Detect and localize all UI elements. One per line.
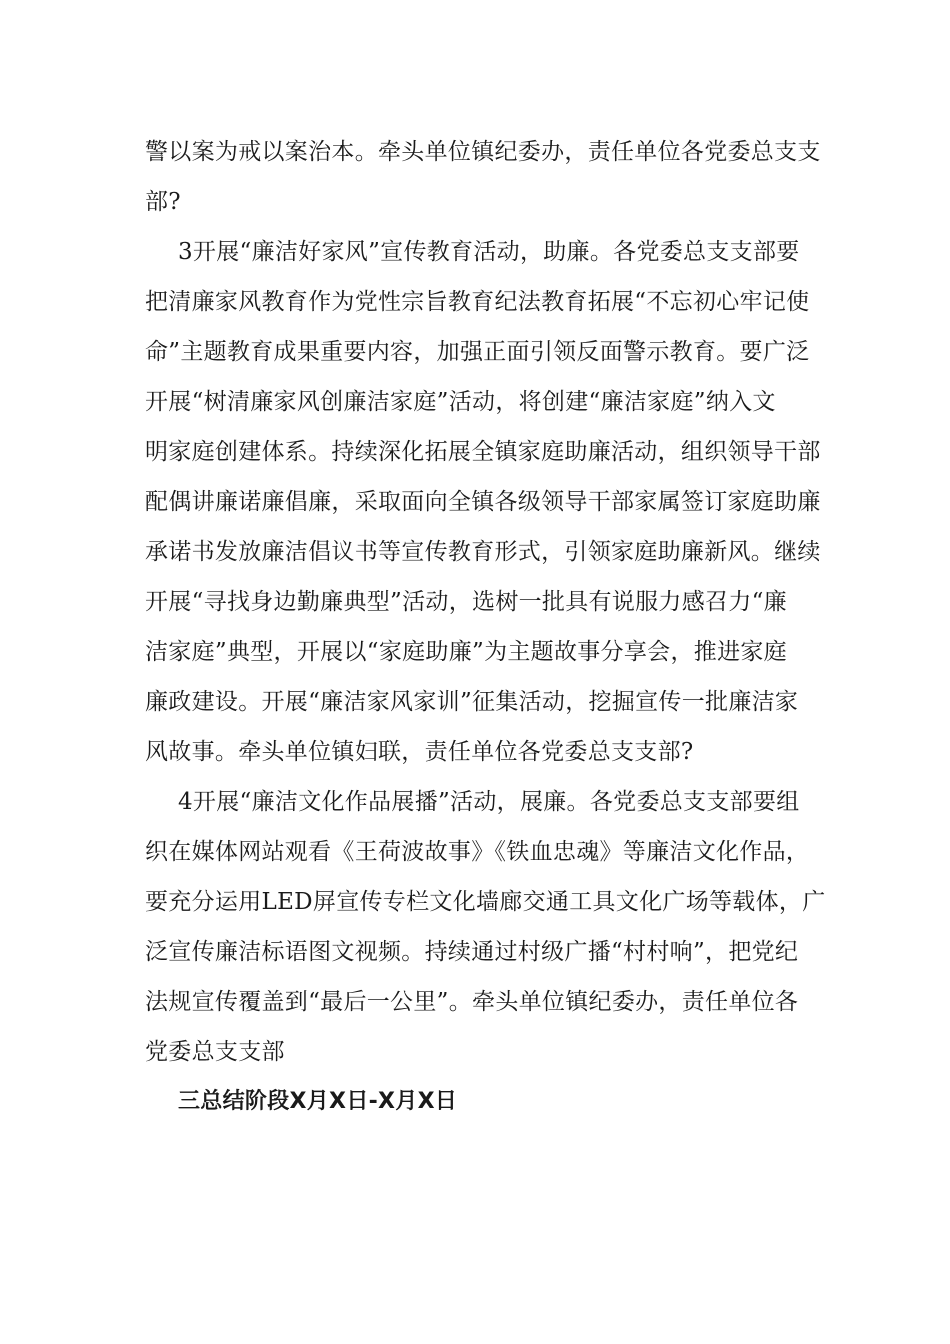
paragraph-2-line-1: 警以案为戒以案治本。牵头单位镇纪委办，责任单位各党委总支支 (145, 139, 821, 165)
paragraph-3-line-6: 配偶讲廉诺廉倡廉，采取面向全镇各级领导干部家属签订家庭助廉 (145, 489, 821, 515)
paragraph-3-line-10: 廉政建设。开展“廉洁家风家训”征集活动，挖掘宣传一批廉洁家 (145, 689, 799, 715)
paragraph-4-line-6: 党委总支支部 (145, 1039, 285, 1065)
paragraph-3-line-2: 把清廉家风教育作为党性宗旨教育纪法教育拓展“不忘初心牢记使 (145, 289, 810, 315)
paragraph-4-line-1: 4开展“廉洁文化作品展播”活动，展廉。各党委总支支部要组 (178, 789, 800, 815)
paragraph-4-line-3: 要充分运用LED屏宣传专栏文化墙廊交通工具文化广场等载体，广 (145, 889, 826, 915)
section-heading: 三总结阶段X月X日-X月X日 (178, 1089, 458, 1114)
paragraph-2-line-2: 部? (145, 189, 181, 215)
paragraph-4-line-4: 泛宣传廉洁标语图文视频。持续通过村级广播“村村响”，把党纪 (145, 939, 799, 965)
paragraph-3-line-11: 风故事。牵头单位镇妇联，责任单位各党委总支支部? (145, 739, 694, 765)
paragraph-3-line-7: 承诺书发放廉洁倡议书等宣传教育形式，引领家庭助廉新风。继续 (145, 539, 821, 565)
paragraph-3-line-3: 命”主题教育成果重要内容，加强正面引领反面警示教育。要广泛 (145, 339, 810, 365)
paragraph-3-line-8: 开展“寻找身边勤廉典型”活动，选树一批具有说服力感召力“廉 (145, 589, 787, 615)
paragraph-3-line-1: 3开展“廉洁好家风”宣传教育活动，助廉。各党委总支支部要 (178, 239, 800, 265)
paragraph-3-line-5: 明家庭创建体系。持续深化拓展全镇家庭助廉活动，组织领导干部 (145, 439, 821, 465)
paragraph-3-line-4: 开展“树清廉家风创廉洁家庭”活动，将创建“廉洁家庭”纳入文 (145, 389, 776, 415)
paragraph-4-line-2: 织在媒体网站观看《王荷波故事》《铁血忠魂》等廉洁文化作品， (145, 839, 810, 865)
paragraph-3-line-9: 洁家庭”典型，开展以“家庭助廉”为主题故事分享会，推进家庭 (145, 639, 787, 665)
paragraph-4-line-5: 法规宣传覆盖到“最后一公里”。牵头单位镇纪委办，责任单位各 (145, 989, 799, 1015)
